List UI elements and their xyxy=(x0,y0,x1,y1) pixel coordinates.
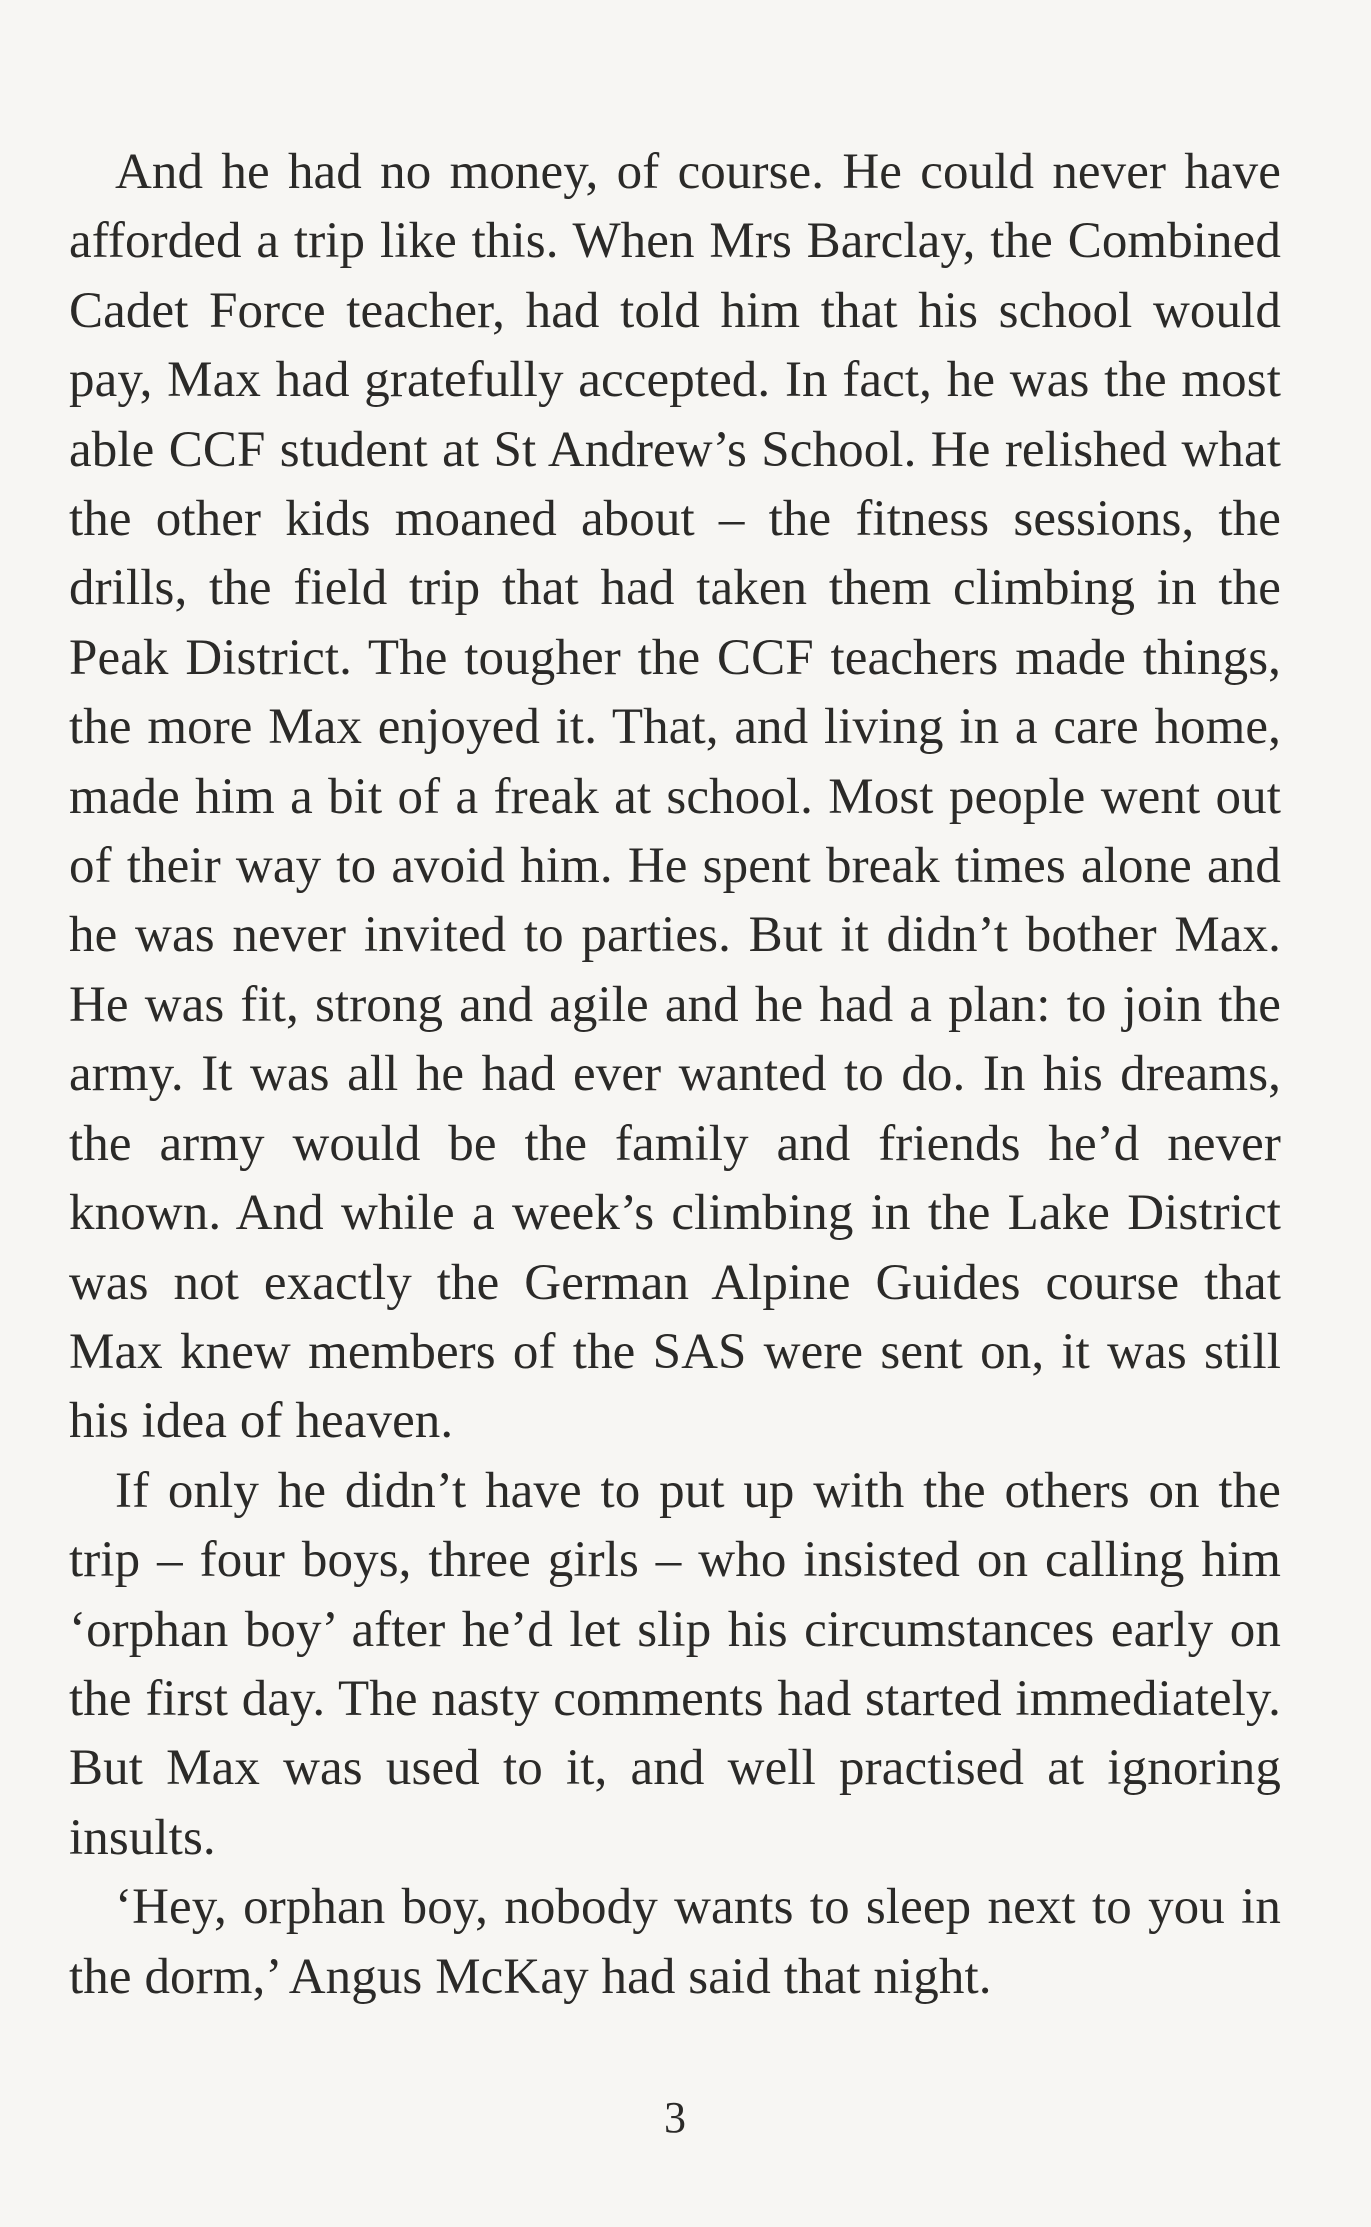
page-body xyxy=(69,138,1281,2012)
paragraph-3: ‘Hey, orphan boy, nobody wants to sleep next to you in the dorm,’ Angus McKay had said that night. xyxy=(69,1879,1281,2005)
paragraph-1: And he had no money, of course. He could never have afforded a trip like this. When Mrs Barclay, the Combined Cadet Force teacher, had told him that his school would pay, Max had gratefully accepted. In fact, he was the most able CCF student at St Andrew’s School. He relished what the other kids moaned about – the fitness sessions, the drills, the field trip that had taken them climbing in the Peak District. The tougher the CCF teachers made things, the more Max enjoyed it. That, and living in a care home, made him a bit of a freak at school. Most people went out of their way to avoid him. He spent break times alone and he was never invited to parties. But it didn’t bother Max. He was fit, strong and agile and he had a plan: to join the army. It was all he had ever wanted to do. In his dreams, the army would be the family and friends he’d never known. And while a week’s climbing in the Lake District was not exactly the German Alpine Guides course that Max knew members of the SAS were sent on, it was still his idea of heaven. xyxy=(69,144,1281,1450)
paragraph-2: If only he didn’t have to put up with the others on the trip – four boys, three girls – who insisted on calling him ‘orphan boy’ after he’d let slip his circumstances early on the first day. The nasty comments had started immediately. But Max was used to it, and well practised at ignoring insults. xyxy=(69,1462,1281,1866)
page-number: 3 xyxy=(664,2093,686,2142)
